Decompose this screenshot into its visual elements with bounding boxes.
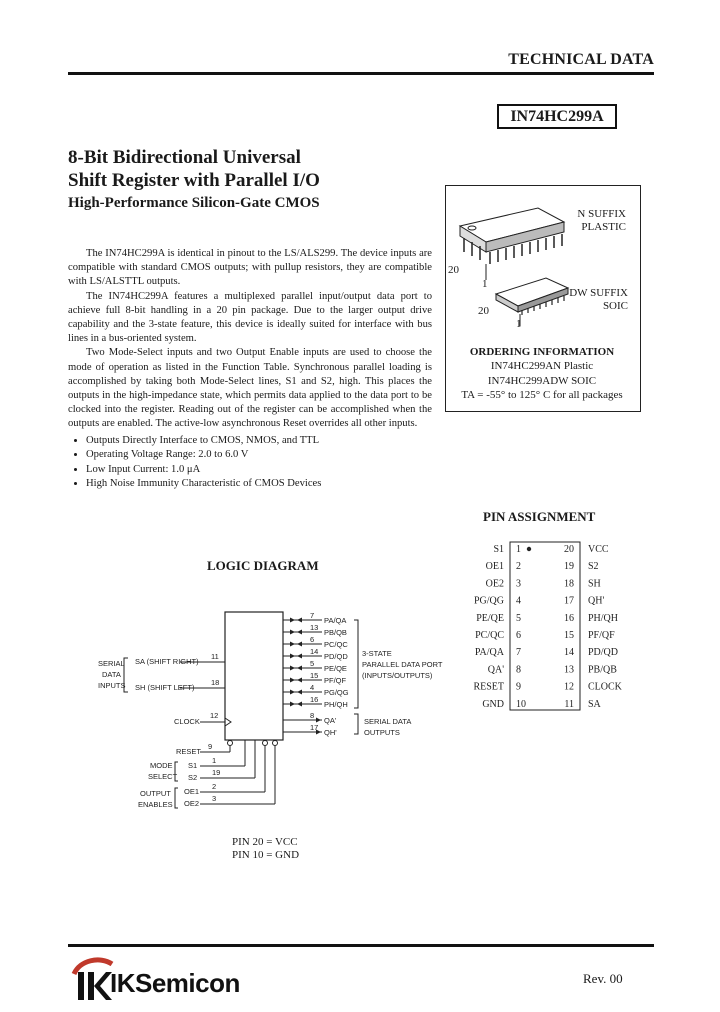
arrow-out	[290, 690, 295, 695]
pin-number-right: 17	[564, 595, 574, 607]
arrow-out	[290, 666, 295, 671]
output-pin-number: 7	[310, 611, 315, 620]
serial-data-inputs-label: INPUTS	[98, 681, 126, 690]
pin-number-left: 4	[516, 595, 521, 607]
arrow-out	[290, 630, 295, 635]
n-suffix-label	[577, 208, 626, 234]
serial-output-pin-number: 17	[310, 723, 319, 732]
arrow-out	[290, 654, 295, 659]
arrow-out	[290, 642, 295, 647]
dw-suffix-text: DW SUFFIX	[569, 287, 628, 299]
ordering-line: IN74HC299ADW SOIC	[487, 374, 597, 387]
description-paragraph: Two Mode-Select inputs and two Output Enable inputs are used to choose the mode of operation as listed in the Function Table. Synchronous parallel loading is accomplished by taking both Mode-Select lines, S1 and S2, high. This places the outputs in the high-impedance state, which permits data applied to the data port to be clocked into the register. Reading out of the register can be accomplished when the outputs are enabled. The active-low asynchronous Reset overrides all other inputs.	[68, 347, 432, 430]
serial-output-label: QA'	[324, 716, 337, 725]
description-paragraph: The IN74HC299A features a multiplexed parallel input/output data port to achieve full 8-bit handling in a 20 pin package. Due to the larger output drive capability and the 3-state feature, this device is ideally suited for interface with bus lines in a bus-oriented system.	[68, 290, 432, 345]
dw-suffix-label	[569, 287, 628, 313]
oe1-label: OE1	[184, 787, 200, 796]
s2-pin-number: 19	[212, 768, 221, 777]
pin-name-left: PE/QE	[476, 612, 504, 624]
arrow-in	[297, 666, 302, 671]
pin-number-right: 15	[564, 630, 574, 641]
pin-number-left: 5	[516, 612, 521, 624]
pin-name-left: PG/QG	[473, 595, 504, 607]
reset-pin-number: 9	[208, 742, 213, 751]
arrow-in	[297, 630, 302, 635]
revision: Rev. 00	[583, 971, 623, 986]
pin10-note: PIN 10 = GND	[232, 849, 300, 861]
pin-name-right: PH/QH	[588, 612, 619, 624]
part-number-box: IN74HC299A	[497, 104, 617, 129]
arrow-out	[290, 618, 295, 623]
dip-package-icon	[460, 208, 564, 264]
pin-number-right: 12	[564, 681, 574, 693]
serial-output-pin-number: 8	[310, 711, 315, 720]
mode-select-label: SELECT	[148, 772, 178, 781]
sh-pin-number: 18	[211, 678, 220, 687]
pin-number-left: 2	[516, 561, 521, 573]
pin-number-right: 14	[564, 647, 574, 659]
pin-rows	[473, 544, 622, 710]
reset-label: RESET	[176, 747, 202, 756]
pin-number-left: 6	[516, 630, 521, 641]
ordering-information	[446, 345, 638, 403]
oe1-pin-number: 2	[212, 782, 217, 791]
logic-diagram	[90, 600, 450, 830]
ordering-heading: ORDERING INFORMATION	[469, 346, 615, 358]
pin-number-right: 20	[564, 544, 574, 555]
s1-pin-number: 1	[212, 756, 217, 765]
oe2-label: OE2	[184, 799, 200, 808]
pin-name-left: PC/QC	[475, 630, 504, 641]
pin1-marker	[527, 547, 531, 551]
pin-number-right: 11	[564, 698, 574, 710]
pin-name-right: SH	[588, 578, 601, 590]
pin-name-right: PF/QF	[588, 630, 615, 641]
logo-swoosh	[74, 960, 112, 974]
output-label: PC/QC	[324, 640, 348, 649]
pin20-note: PIN 20 = VCC	[232, 836, 298, 848]
description	[68, 247, 432, 492]
output-label: PA/QA	[324, 616, 347, 625]
clock-label: CLOCK	[174, 717, 200, 726]
arrow-in	[297, 690, 302, 695]
dip-pin1-label: 1	[482, 278, 488, 290]
pin-name-right: PB/QB	[588, 664, 617, 676]
pin-name-right: S2	[588, 561, 599, 573]
pin-name-left: OE2	[485, 578, 504, 590]
pin-assignment-heading: PIN ASSIGNMENT	[483, 509, 596, 524]
pin-number-left: 1	[516, 544, 521, 555]
output-enables-label: OUTPUT	[140, 789, 171, 798]
pin-number-right: 16	[564, 612, 574, 624]
pin-number-left: 9	[516, 681, 521, 693]
pin-name-left: GND	[482, 698, 504, 710]
description-paragraph: The IN74HC299A is identical in pinout to the LS/ALS299. The device inputs are compatible with standard CMOS outputs; with pullup resistors, they are compatible with LS/ALSTTL outputs.	[68, 248, 432, 288]
arrow-in	[297, 642, 302, 647]
feature-item: • Operating Voltage Range: 2.0 to 6.0 V	[86, 448, 432, 463]
arrow-in	[297, 618, 302, 623]
pin-name-right: VCC	[588, 544, 609, 555]
pin-name-left: RESET	[473, 681, 504, 693]
output-label: PH/QH	[324, 700, 348, 709]
pin-number-left: 3	[516, 578, 521, 590]
serial-data-inputs-label: SERIAL	[98, 659, 125, 668]
soic-package-icon	[496, 278, 568, 315]
port-label: PARALLEL DATA PORT	[362, 660, 443, 669]
output-pin-number: 13	[310, 623, 319, 632]
s1-label: S1	[188, 761, 198, 770]
oe2-pin-number: 3	[212, 794, 217, 803]
feature-item: • Outputs Directly Interface to CMOS, NMOS, and TTL	[86, 434, 432, 449]
output-pin-number: 16	[310, 695, 319, 704]
pin-number-left: 8	[516, 664, 521, 676]
serial-data-inputs-label: DATA	[102, 670, 121, 679]
pin-number-right: 18	[564, 578, 574, 590]
technical-data-heading: TECHNICAL DATA	[508, 51, 654, 68]
feature-list	[68, 434, 432, 492]
top-rule	[68, 72, 654, 75]
document-subtitle: High-Performance Silicon-Gate CMOS	[68, 195, 320, 211]
arrow-in	[297, 654, 302, 659]
output-enables-label: ENABLES	[138, 800, 173, 809]
company-name: IKSemicon	[110, 968, 240, 998]
n-suffix-text: N SUFFIX	[577, 208, 626, 220]
output-label: PB/QB	[324, 628, 347, 637]
output-lines	[283, 611, 349, 737]
plastic-text: PLASTIC	[581, 221, 626, 233]
output-pin-number: 4	[310, 683, 315, 692]
pin-name-right: PD/QD	[588, 647, 619, 659]
output-label: PF/QF	[324, 676, 347, 685]
power-pin-notes	[232, 836, 299, 862]
s2-label: S2	[188, 773, 198, 782]
output-pin-number: 14	[310, 647, 319, 656]
ordering-line: IN74HC299AN Plastic	[490, 360, 594, 373]
pin-name-left: PA/QA	[474, 647, 504, 659]
arrow-out	[290, 678, 295, 683]
pin-name-left: OE1	[485, 561, 504, 573]
title-line-1: 8-Bit Bidirectional Universal	[68, 147, 301, 168]
sa-pin-number: 11	[211, 652, 219, 661]
sh-label: SH (SHIFT LEFT)	[135, 683, 195, 692]
serial-out-label: OUTPUTS	[364, 728, 400, 737]
output-pin-number: 6	[310, 635, 315, 644]
arrow-out	[316, 718, 321, 723]
soic-pin1-label: 1	[516, 318, 522, 330]
output-label: PG/QG	[324, 688, 349, 697]
port-label: (INPUTS/OUTPUTS)	[362, 671, 433, 680]
pin-name-right: QH'	[588, 595, 605, 607]
output-pin-number: 15	[310, 671, 319, 680]
pin-number-left: 10	[516, 698, 526, 710]
soic-text: SOIC	[602, 300, 628, 312]
port-label: 3-STATE	[362, 649, 392, 658]
pin-number-right: 19	[564, 561, 574, 573]
pin-name-right: CLOCK	[588, 681, 622, 693]
sa-label: SA (SHIFT RIGHT)	[135, 657, 199, 666]
dip-pin20-label: 20	[448, 264, 459, 276]
logic-diagram-heading: LOGIC DIAGRAM	[207, 558, 319, 573]
pin-name-left: S1	[493, 544, 504, 555]
clock-pin-number: 12	[210, 711, 219, 720]
serial-out-label: SERIAL DATA	[364, 717, 412, 726]
mode-select-label: MODE	[150, 761, 173, 770]
arrow-out	[290, 702, 295, 707]
arrow-in	[297, 678, 302, 683]
output-label: PE/QE	[324, 664, 347, 673]
title-line-2: Shift Register with Parallel I/O	[68, 170, 320, 191]
bottom-rule	[68, 944, 654, 947]
document-title	[68, 146, 320, 192]
soic-pin20-label: 20	[478, 305, 489, 317]
serial-output-label: QH'	[324, 728, 337, 737]
pin-name-left: QA'	[487, 664, 504, 676]
pin-name-right: SA	[588, 698, 601, 710]
output-pin-number: 5	[310, 659, 315, 668]
output-label: PD/QD	[324, 652, 348, 661]
ordering-line: TA = -55° to 125° C for all packages	[461, 389, 623, 402]
register-block	[225, 612, 283, 740]
arrow-in	[297, 702, 302, 707]
pin-assignment-diagram	[460, 538, 660, 714]
feature-item: • High Noise Immunity Characteristic of CMOS Devices	[86, 477, 432, 492]
pin-number-left: 7	[516, 647, 521, 659]
pin-number-right: 13	[564, 664, 574, 676]
feature-item: • Low Input Current: 1.0 μA	[86, 463, 432, 478]
